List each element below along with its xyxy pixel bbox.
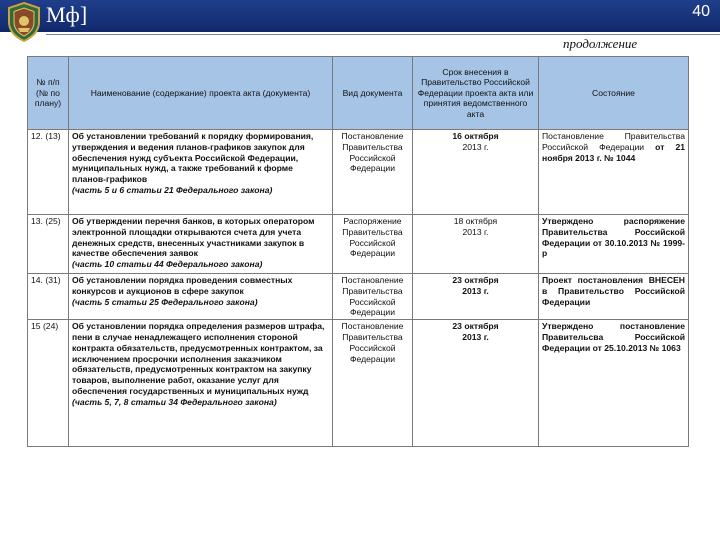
- table-header-row: [28, 57, 689, 130]
- doc-type: Распоряжение Правительства Российской Федерации: [333, 215, 413, 274]
- act-legal-basis: (часть 5, 7, 8 статьи 34 Федерального закона): [72, 396, 277, 407]
- act-legal-basis: (часть 5 статьи 25 Федерального закона): [72, 296, 258, 307]
- page-number: 40: [692, 3, 710, 20]
- act-name-cell: [69, 274, 333, 320]
- status-emphasis: Утверждено постановление Правительсва Российской Федерации от 25.10.2013 № 1063: [542, 321, 685, 353]
- ministry-logo-text: Мф]: [46, 2, 88, 27]
- column-header-doc-type: Вид документа: [333, 57, 413, 130]
- act-name-cell: [69, 130, 333, 215]
- ministry-emblem-icon: [6, 2, 42, 42]
- deadline-date: 23 октября: [452, 321, 499, 332]
- row-number: 13. (25): [28, 215, 69, 274]
- deadline-cell: [413, 274, 539, 320]
- act-name-cell: [69, 320, 333, 447]
- status-text: Постановление Правительства Российской Федерации: [542, 131, 685, 152]
- table-row: [28, 215, 689, 274]
- column-header-name: Наименование (содержание) проекта акта (документа): [69, 57, 333, 130]
- deadline-date: 16 октября: [452, 131, 499, 141]
- deadline-year: 2013 г.: [462, 285, 489, 296]
- row-number: 14. (31): [28, 274, 69, 320]
- deadline-date: 18 октября: [453, 216, 498, 226]
- act-name-cell: [69, 215, 333, 274]
- column-header-deadline: Срок внесения в Правительство Российской Федерации проекта акта или принятия ведомственного акта: [413, 57, 539, 130]
- act-name: Об установлении требований к порядку формирования, утверждения и ведения планов-графиков закупок для обеспечения нужд субъекта Российской Федерации, муниципальных нужд, а также требований к форме планов-графиков: [72, 131, 314, 185]
- header-divider: [46, 34, 720, 35]
- table-row: [28, 130, 689, 215]
- doc-type: Постановление Правительства Российской Федерации: [333, 320, 413, 447]
- row-number: 15 (24): [28, 320, 69, 447]
- status-emphasis: от 21 ноября 2013 г. № 1044: [542, 141, 685, 163]
- deadline-cell: [413, 130, 539, 215]
- status-emphasis: Утверждено распоряжение Правительства Российской Федерации от 30.10.2013 № 1999-р: [542, 216, 685, 259]
- act-name: Об установлении порядка определения размеров штрафа, пени в случае ненадлежащего исполнения стороной контракта обязательств, предусмотренных контрактом, за исключением просрочки исполнения заказчиком обязательств, предусмотренных контрактом на закупку товаров, выполнение работ, оказание услуг для обеспечения государственных и муниципальных нужд: [72, 321, 325, 396]
- status-cell: [539, 215, 689, 274]
- column-header-number: № п/п (№ по плану): [28, 57, 69, 130]
- deadline-year: 2013 г.: [462, 331, 489, 342]
- status-cell: [539, 130, 689, 215]
- status-emphasis: Проект постановления ВНЕСЕН в Правительство Российской Федерации: [542, 275, 685, 307]
- legal-acts-table: [27, 56, 689, 447]
- deadline-year: 2013 г.: [462, 141, 489, 152]
- act-name: Об установлении порядка проведения совместных конкурсов и аукционов в сфере закупок: [72, 275, 293, 296]
- act-name: Об утверждении перечня банков, в которых оператором электронной площадки открываются счета для учета денежных средств, внесенных участниками закупок в качестве обеспечения заявок: [72, 216, 315, 259]
- deadline-cell: [413, 215, 539, 274]
- continuation-label: продолжение: [563, 36, 638, 51]
- row-number: 12. (13): [28, 130, 69, 215]
- doc-type: Постановление Правительства Российской Федерации: [333, 130, 413, 215]
- status-cell: [539, 274, 689, 320]
- status-cell: [539, 320, 689, 447]
- table-row: [28, 320, 689, 447]
- act-legal-basis: (часть 5 и 6 статьи 21 Федерального закона): [72, 184, 273, 195]
- doc-type: Постановление Правительства Российской Федерации: [333, 274, 413, 320]
- table-row: [28, 274, 689, 320]
- act-legal-basis: (часть 10 статьи 44 Федерального закона): [72, 259, 263, 270]
- deadline-year: 2013 г.: [462, 226, 489, 237]
- deadline-date: 23 октября: [452, 275, 499, 285]
- top-bar: [0, 0, 720, 32]
- deadline-cell: [413, 320, 539, 447]
- column-header-status: Состояние: [539, 57, 689, 130]
